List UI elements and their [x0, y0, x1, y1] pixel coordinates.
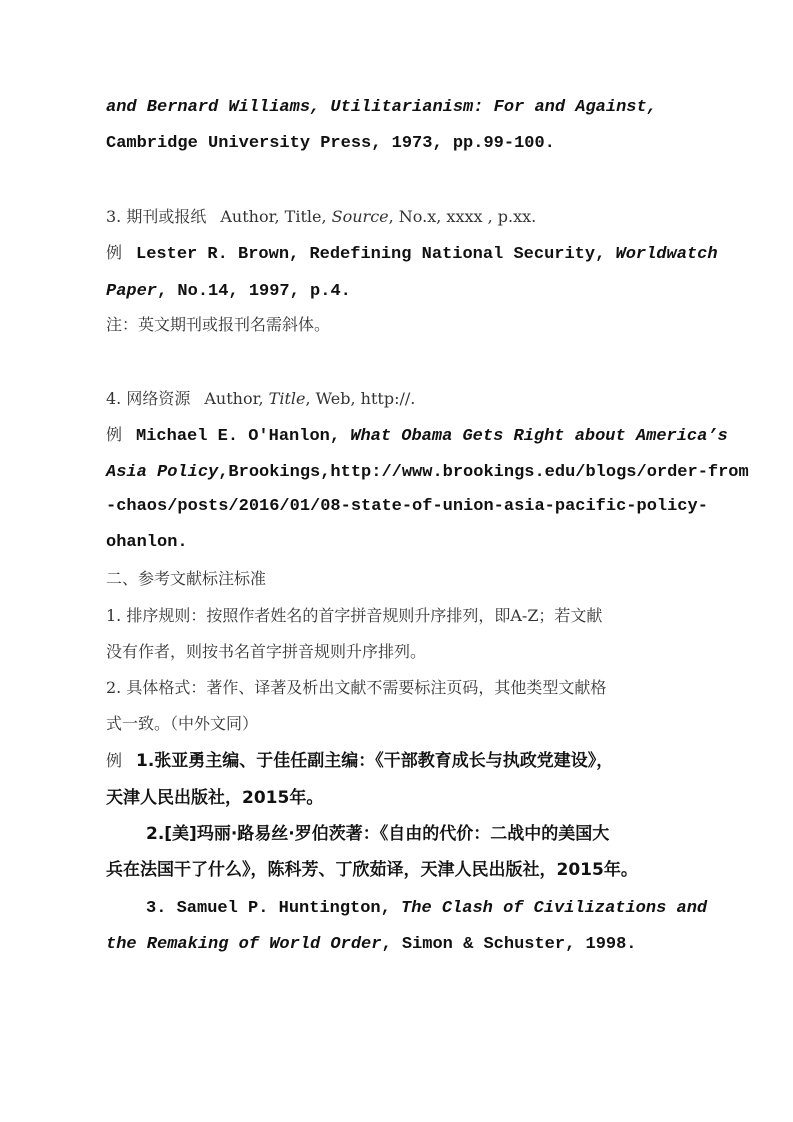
web-heading: 4. 网络资源: [106, 389, 191, 408]
journal-example-label: 例: [106, 243, 123, 262]
journal-example-text: Lester R. Brown, Redefining National Security,: [136, 245, 616, 264]
journal-heading: 3. 期刊或报纸: [106, 207, 207, 226]
journal-example-details: , No.14, 1997, p.4.: [157, 282, 351, 301]
web-example-author: Michael E. O'Hanlon,: [136, 427, 351, 446]
journal-note: 注：英文期刊或报刊名需斜体。: [106, 315, 331, 334]
example-3-publisher: , Simon & Schuster, 1998.: [381, 935, 637, 954]
example-3-line-2: [106, 931, 637, 957]
example-1-line-1: [106, 749, 613, 773]
example-3-line-1: [146, 895, 707, 921]
web-example-line-1: [106, 423, 728, 449]
section-heading: 二、参考文献标注标准: [106, 569, 267, 588]
rule-1-line-2: 没有作者，则按书名首字拼音规则升序排列。: [106, 642, 427, 661]
rule-2-line-1: 2. 具体格式：著作、译著及析出文献不需要标注页码，其他类型文献格: [106, 678, 607, 697]
web-example-title-cont: Asia Policy: [106, 463, 219, 482]
top-ref-line-1: and Bernard Williams, Utilitarianism: For and Against,: [106, 98, 657, 117]
web-format-author: Author,: [204, 389, 264, 408]
web-example-line-2: [106, 459, 749, 485]
web-format-line: [106, 387, 415, 411]
example-2-line-2: 兵在法国干了什么》，陈科芳、丁欣茹译，天津人民出版社，2015年。: [106, 860, 638, 880]
rule-2-line-2: 式一致。（中外文同）: [106, 714, 259, 733]
web-example-title: What Obama Gets Right about America’s: [350, 427, 728, 446]
example-1-line-2: 天津人民出版社，2015年。: [106, 788, 324, 808]
journal-format-source: Source: [331, 207, 389, 226]
web-example-url-end: ohanlon.: [106, 533, 188, 552]
journal-example-source: Worldwatch: [615, 245, 718, 264]
web-example-url-cont: -chaos/posts/2016/01/08-state-of-union-asia-pacific-policy-: [106, 497, 708, 516]
journal-format-rest: , No.x, xxxx , p.xx.: [388, 207, 537, 226]
journal-example-source-cont: Paper: [106, 282, 158, 301]
web-example-label: 例: [106, 425, 123, 444]
top-ref-line-2: Cambridge University Press, 1973, pp.99-100.: [106, 134, 555, 153]
example-3-author: 3. Samuel P. Huntington,: [146, 899, 402, 918]
journal-example-line-1: [106, 241, 718, 267]
journal-example-line-2: [106, 278, 351, 304]
rule-1-line-1: 1. 排序规则：按照作者姓名的首字拼音规则升序排列，即A-Z；若文献: [106, 606, 603, 625]
example-3-title-cont: the Remaking of World Order: [106, 935, 382, 954]
example-2-line-1: 2.[美]玛丽·路易丝·罗伯茨著：《自由的代价：二战中的美国大: [146, 824, 610, 844]
journal-format-author-title: Author, Title,: [220, 207, 327, 226]
web-format-rest: , Web, http://.: [305, 389, 416, 408]
web-format-title: Title: [268, 389, 306, 408]
examples-label: 例: [106, 751, 123, 770]
example-3-title: The Clash of Civilizations and: [401, 899, 708, 918]
example-1-text: 1.张亚勇主编、于佳任副主编：《干部教育成长与执政党建设》，: [136, 751, 614, 771]
journal-format-line: [106, 205, 536, 229]
web-example-url: ,Brookings,http://www.brookings.edu/blogs/order-from: [218, 463, 749, 482]
